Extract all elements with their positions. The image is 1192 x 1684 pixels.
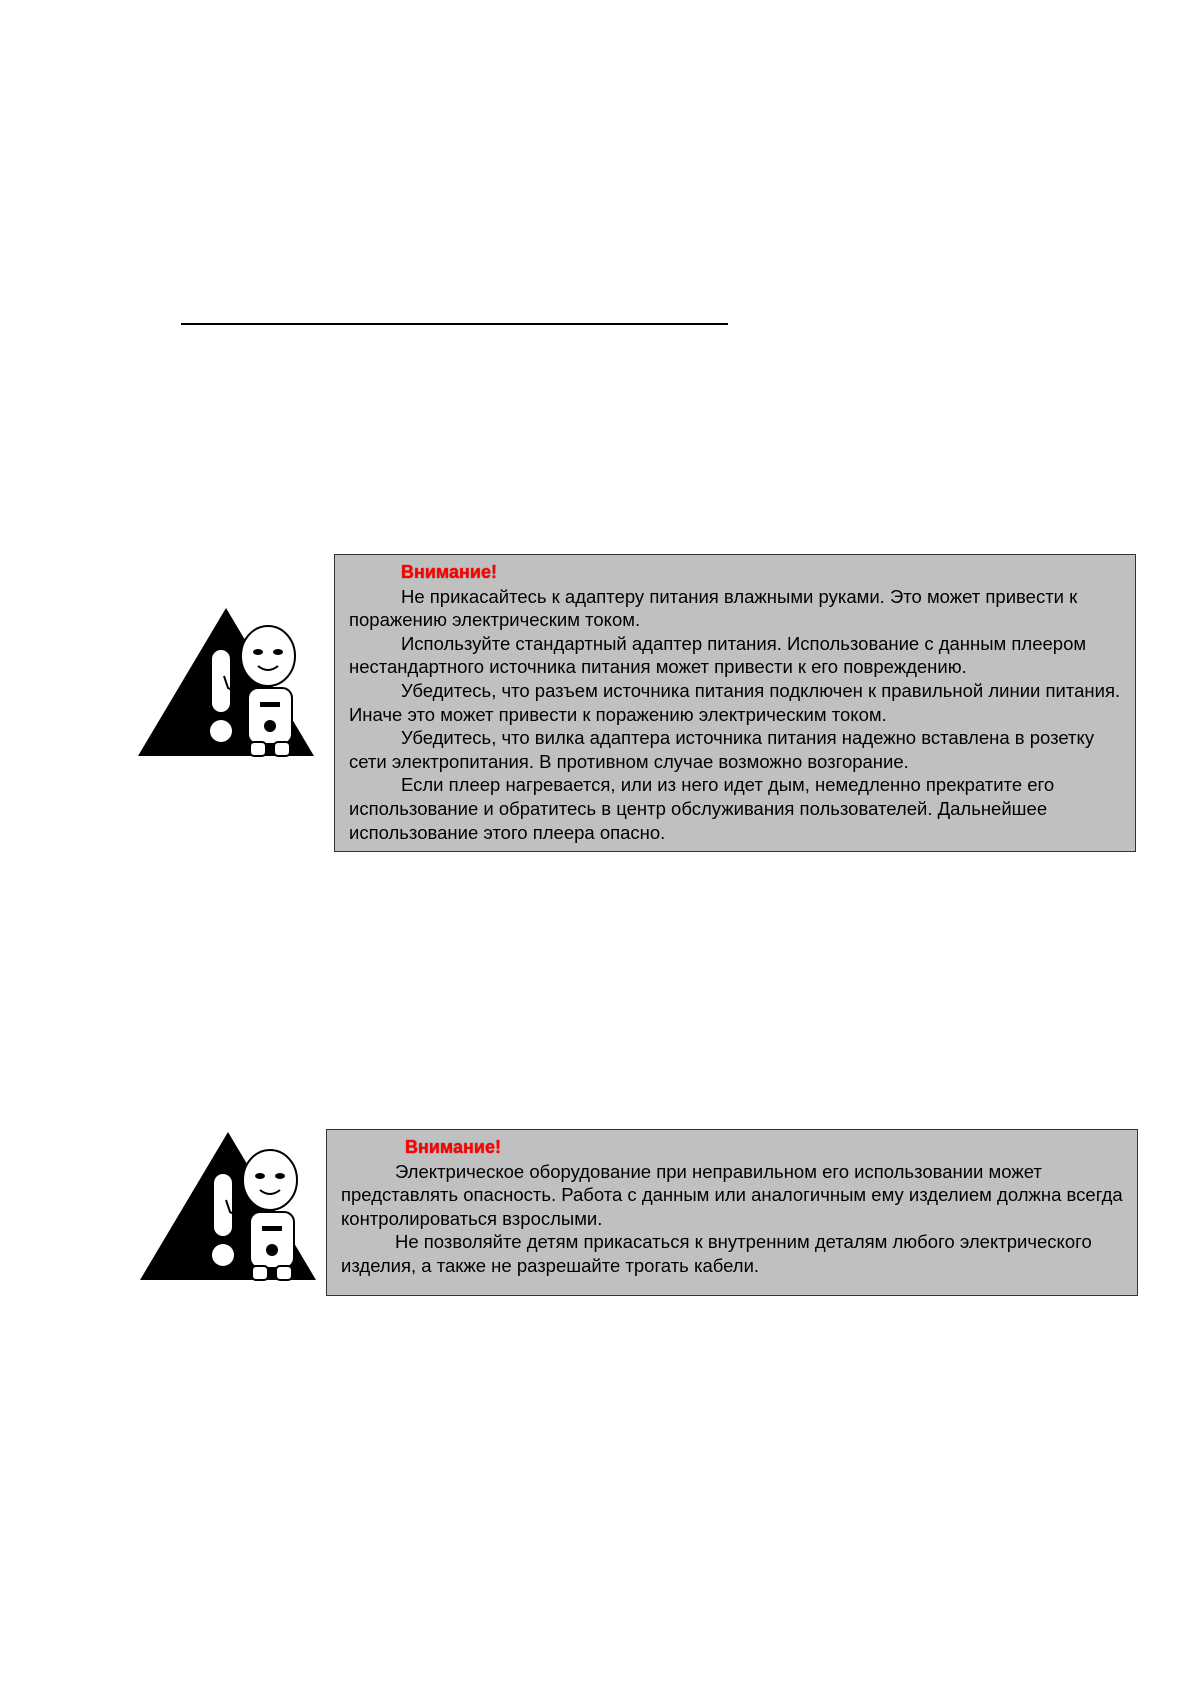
warning-box <box>326 1129 1138 1296</box>
warning-robot-icon <box>138 1130 328 1300</box>
warning-paragraph: Используйте стандартный адаптер питания. Использование с данным плеером нестандартного источника питания может привести к его повреждению. <box>349 632 1087 678</box>
warning-paragraph: Убедитесь, что вилка адаптера источника питания надежно вставлена в розетку сети электропитания. В противном случае возможно возгорание. <box>349 727 1095 772</box>
warning-box <box>334 554 1136 852</box>
warning-paragraph: Не позволяйте детям прикасаться к внутренним деталям любого электрического изделия, а также не разрешайте трогать кабели. <box>341 1231 1092 1276</box>
warning-paragraph: Если плеер нагревается, или из него идет дым, немедленно прекратите его использование и обратитесь в центр обслуживания пользователей. Дальнейшее использование этого плеера опасно. <box>349 774 1055 843</box>
warning-title: Внимание! <box>401 562 497 582</box>
warning-title: Внимание! <box>405 1137 501 1157</box>
warning-paragraph: Электрическое оборудование при неправильном его использовании может представлять опасность. Работа с данным или аналогичным ему изделием должна всегда контролироваться взрослыми. <box>341 1160 1123 1229</box>
warning-robot-icon <box>136 606 326 776</box>
warning-paragraph: Убедитесь, что разъем источника питания подключен к правильной линии питания. Иначе это может привести к поражению электрическим током. <box>349 679 1121 725</box>
horizontal-rule <box>181 323 728 325</box>
warning-paragraph: Не прикасайтесь к адаптеру питания влажными руками. Это может привести к поражению электрическим током. <box>349 585 1078 631</box>
